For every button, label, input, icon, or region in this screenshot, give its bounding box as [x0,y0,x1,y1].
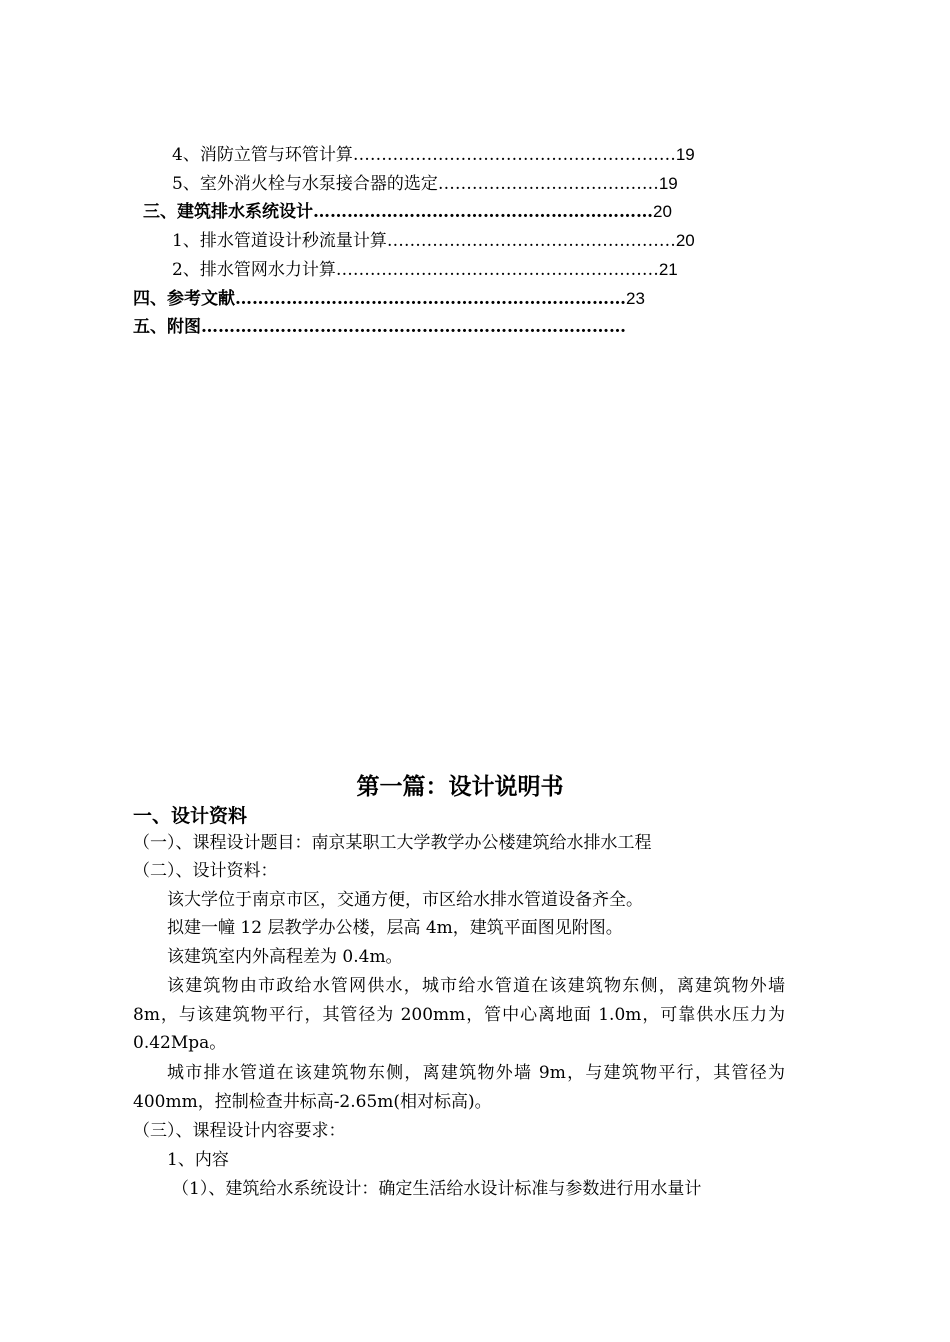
paragraph: 拟建一幢 12 层教学办公楼，层高 4m，建筑平面图见附图。 [167,918,623,938]
toc-entry-title: 五、附图 [133,317,201,337]
toc-entry[interactable] [172,259,724,281]
paragraph: 该大学位于南京市区，交通方便，市区给水排水管道设备齐全。 [167,890,643,910]
paragraph: 该建筑物由市政给水管网供水，城市给水管道在该建筑物东侧，离建筑物外墙 8m，与该建筑物平行，其管径为 200mm，管中心离地面 1.0m，可靠供水压力为 0.42Mpa。 [133,976,785,1053]
toc-page-number: 19 [675,145,695,164]
toc-leader-dots: …………………………………………………………… [235,289,626,309]
toc-leader-dots: ………………………………………………… [335,260,659,280]
paragraph: （三）、课程设计内容要求： [133,1121,346,1141]
paragraph: （一）、课程设计题目：南京某职工大学教学办公楼建筑给水排水工程 [133,833,652,853]
toc-entry[interactable] [172,173,724,195]
toc-leader-dots: ………………………………………………………………… [201,317,626,337]
toc-entry[interactable] [133,316,695,338]
toc-entry[interactable] [143,201,724,223]
toc-entry[interactable] [133,288,717,310]
toc-page-number: 21 [658,260,678,279]
toc-page-number: 19 [658,174,678,193]
paragraph: 城市排水管道在该建筑物东侧，离建筑物外墙 9m，与建筑物平行，其管径为 400mm，控制检查井标高-2.65m(相对标高)。 [133,1063,785,1112]
section-title: 第一篇：设计说明书 [356,773,564,800]
toc-entry-title: 5、室外消火栓与水泵接合器的选定 [172,174,438,194]
toc-leader-dots: …………………………………………………… [313,202,653,222]
toc-leader-dots: ………………………………………………… [352,145,676,165]
paragraph: 1、内容 [167,1150,229,1170]
section-heading: 一、设计资料 [133,805,248,827]
toc-entry-title: 四、参考文献 [133,289,235,309]
paragraph: 该建筑室内外高程差为 0.4m。 [167,947,403,967]
paragraph: （二）、设计资料： [133,861,278,881]
toc-entry[interactable] [172,230,724,252]
toc-entry-title: 2、排水管网水力计算 [172,260,336,280]
toc-page-number: 23 [626,289,645,308]
toc-entry-title: 三、建筑排水系统设计 [143,202,313,222]
paragraph: （1）、建筑给水系统设计：确定生活给水设计标准与参数进行用水量计 [172,1179,702,1199]
toc-page-number: 20 [675,231,695,250]
toc-leader-dots: …………………………………………… [386,231,676,251]
toc-page-number: 20 [653,202,672,221]
toc-leader-dots: ………………………………… [437,174,659,194]
toc-entry[interactable] [172,144,724,166]
toc-entry-title: 4、消防立管与环管计算 [172,145,353,165]
toc-entry-title: 1、排水管道设计秒流量计算 [172,231,387,251]
